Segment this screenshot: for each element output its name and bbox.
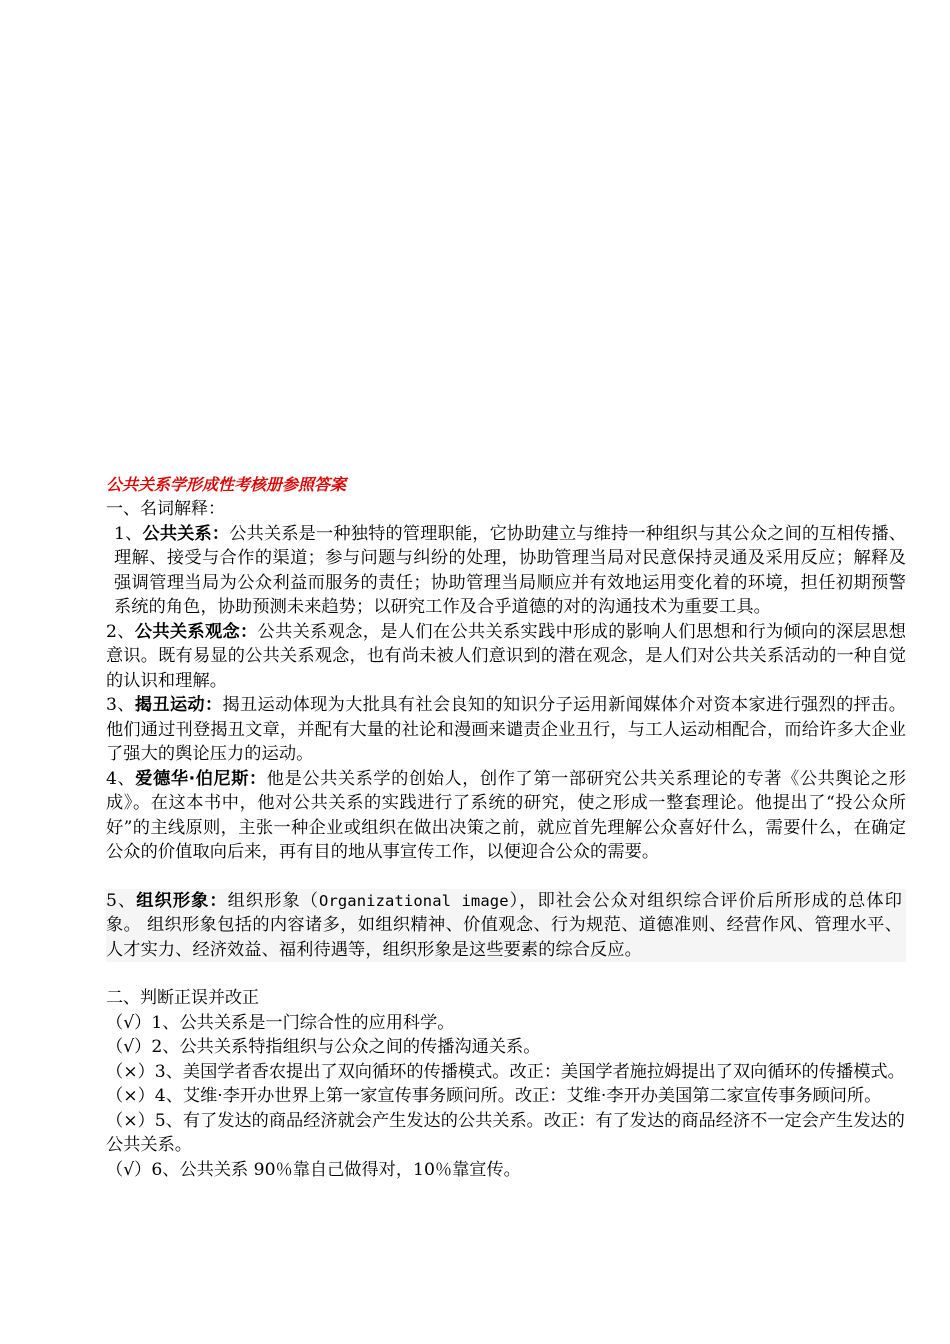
definition-term: 组织形象： (136, 890, 228, 911)
item-number: 2、 (106, 621, 135, 642)
definition-item (106, 693, 906, 767)
definition-item (106, 767, 906, 865)
definition-item (106, 522, 906, 620)
definition-text: ），即社会公众对组织综合评价后所形成的总体印象。 组织形象包括的内容诸多，如组织精神、价值观念、行为规范、道德准则、经营作风、管理水平、人才实力、经济效益、福利待遇等，组织形象是这些要素的综合反应。 (106, 890, 902, 960)
definition-text: 公共关系是一种独特的管理职能，它协助建立与维持一种组织与其公众之间的互相传播、理解、接受与合作的渠道；参与问题与纠纷的处理，协助管理当局对民意保持灵通及采用反应；解释及强调管理当局为公众利益而服务的责任；协助管理当局顺应并有效地运用变化着的环境，担任初期预警系统的角色，协助预测未来趋势；以研究工作及合乎道德的对的沟通技术为重要工具。 (114, 523, 906, 617)
section-heading-true-false: 二、判断正误并改正 (106, 988, 259, 1008)
definition-item (106, 889, 906, 963)
document-page (106, 473, 906, 1182)
definition-text: 他是公共关系学的创始人，创作了第一部研究公共关系理论的专著《公共舆论之形成》。在这本书中，他对公共关系的实践进行了系统的研究，使之形成一整套理论。他提出了“投公众所好”的主线原则，主张一种企业或组织在做出决策之前，就应首先理解公众喜好什么，需要什么，在确定公众的价值取向后来，再有目的地从事宣传工作，以便迎合公众的需要。 (106, 768, 906, 862)
item-number: 1、 (114, 523, 143, 544)
judgment-item: （×）4、艾维·李开办世界上第一家宣传事务顾问所。改正：艾维·李开办美国第二家宣传事务顾问所。 (106, 1086, 882, 1106)
section-heading-definitions: 一、名词解释： (106, 499, 225, 519)
definition-text: 揭丑运动体现为大批具有社会良知的知识分子运用新闻媒体介对资本家进行强烈的抨击。他们通过刊登揭丑文章，并配有大量的社论和漫画来谴责企业丑行，与工人运动相配合，而给许多大企业了强大的舆论压力的运动。 (106, 695, 906, 764)
definition-term: 爱德华·伯尼斯： (135, 768, 267, 789)
definition-term: 公共关系： (142, 523, 230, 544)
judgment-item: （×）3、美国学者香农提出了双向循环的传播模式。改正：美国学者施拉姆提出了双向循环的传播模式。 (106, 1061, 905, 1082)
definition-text: 组织形象（ (227, 890, 320, 911)
blank-line (106, 865, 906, 889)
item-number: 4、 (106, 768, 136, 789)
definition-item (106, 620, 906, 694)
blank-line (106, 962, 906, 986)
definition-english-term: Organizational image (319, 891, 509, 910)
judgment-item: （√）6、公共关系 90％靠自己做得对，10％靠宣传。 (106, 1159, 521, 1180)
judgment-item: （√）1、公共关系是一门综合性的应用科学。 (106, 1012, 455, 1033)
document-title: 公共关系学形成性考核册参照答案 (106, 475, 347, 494)
judgment-item: （√）2、公共关系特指组织与公众之间的传播沟通关系。 (106, 1037, 541, 1057)
definition-text: 公共关系观念，是人们在公共关系实践中形成的影响人们思想和行为倾向的深层思想意识。既有易显的公共关系观念，也有尚未被人们意识到的潜在观念，是人们对公共关系活动的一种自觉的认识和理解。 (106, 621, 906, 691)
item-number: 5、 (106, 890, 137, 911)
item-number: 3、 (106, 695, 135, 715)
definition-term: 揭丑运动： (134, 695, 223, 715)
definition-term: 公共关系观念： (134, 621, 258, 642)
judgment-item: （×）5、有了发达的商品经济就会产生发达的公共关系。改正：有了发达的商品经济不一定会产生发达的公共关系。 (106, 1110, 905, 1155)
